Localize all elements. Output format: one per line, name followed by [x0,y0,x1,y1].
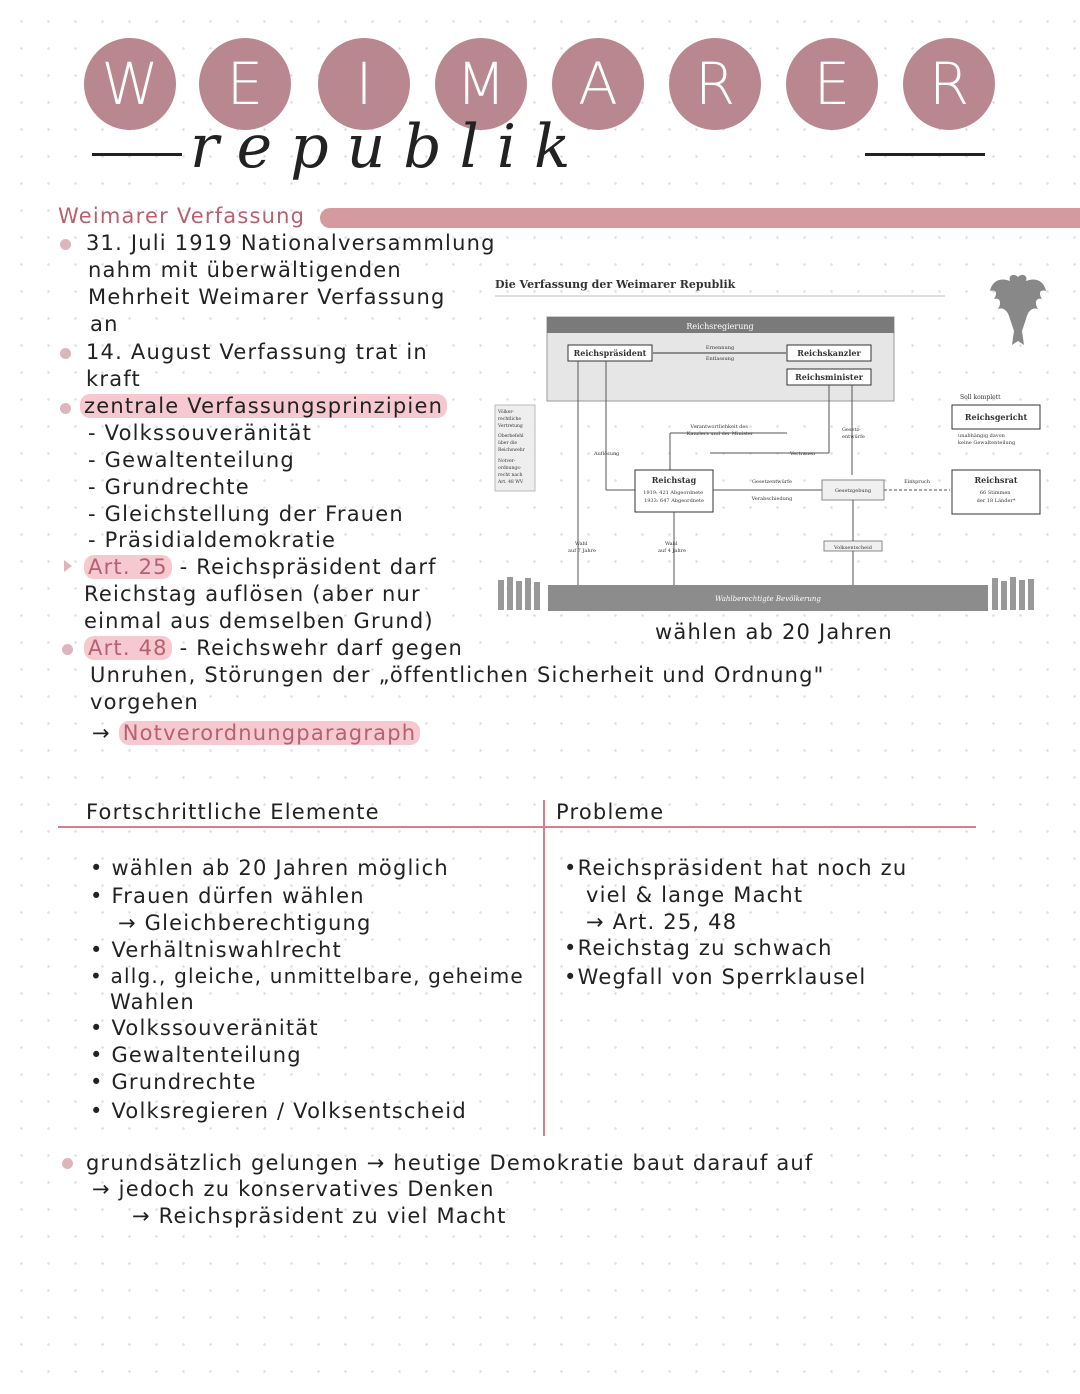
principles-heading: zentrale Verfassungsprinzipien [80,394,447,418]
gesetzentwuerfe-label: Gesetzentwürfe [751,479,793,485]
art48-line: Art. 48 - Reichswehr darf gegen [84,636,463,660]
text-line: einmal aus demselben Grund) [84,609,434,633]
principle-item: - Gleichstellung der Frauen [88,502,404,526]
heading-banner [320,208,1080,228]
list-item: • Gewaltenteilung [90,1043,302,1067]
conclusion-line: grundsätzlich gelungen → heutige Demokratie baut darauf auf [86,1151,814,1175]
reichsrat-lines: 66 Stimmen der 18 Länder* [976,490,1016,504]
principle-item: - Präsidialdemokratie [88,528,337,552]
people-right-icon [992,577,1034,610]
verantwortlich-label: Verantwortlichkeit des Kanzlers und der Minister [686,424,754,437]
bullet [62,644,73,655]
constitution-diagram [490,265,1050,615]
bullet-arrow [64,560,72,572]
subtitle-underline-right [865,153,985,156]
volksentscheid-label: Volksentscheid [834,545,872,551]
title-letter-r: R [669,38,761,130]
principle-item: - Gewaltenteilung [88,448,295,472]
ernennung-label: Ernennung [705,345,735,351]
list-item: •Reichstag zu schwach [564,936,833,960]
bullet [60,239,71,250]
text-line: vorgehen [90,690,199,714]
list-item: • Volkssouveränität [90,1016,319,1040]
list-item: • Grundrechte [90,1070,257,1094]
list-item: •Wegfall von Sperrklausel [564,965,867,989]
left-note: Völker- rechtliche Vertretung Oberbefehl über die Reichswehr Notver- ordnungs- recht nach Art. 48 WV [498,410,525,485]
text-line: Reichstag auflösen (aber nur [84,582,421,606]
eagle-icon [990,275,1046,345]
subtitle: republik [190,112,589,182]
notverordnung-line: → Notverordnungparagraph [92,721,420,745]
diagram-caption: wählen ab 20 Jahren [655,620,893,644]
reichsrat-label: Reichsrat [974,475,1018,485]
people-left-icon [498,577,540,610]
list-item: • Frauen dürfen wählen [90,884,365,908]
reichstag-lines: 1919: 421 Abgeordnete 1933: 647 Abgeordnete [643,490,704,504]
title-letter-r2: R [903,38,995,130]
principle-item: - Grundrechte [88,475,250,499]
text-line: an [90,312,119,336]
bevoelkerung-label: Wahlberechtigte Bevölkerung [715,595,821,603]
list-item: • Volksregieren / Volksentscheid [90,1099,467,1123]
reichsminister-label: Reichsminister [795,372,863,382]
note-unabhaengig: unabhängig davon keine Gewaltenteilung [958,433,1016,446]
table-right-heading: Probleme [556,800,665,824]
vertrauen-label: Vertrauen [790,451,816,457]
list-item: •Reichspräsident hat noch zu [564,856,908,880]
text-line: nahm mit überwältigenden [88,258,402,282]
gesetzentwuerfe-top-label: Gesetz- entwürfe [842,427,865,440]
wahl4-label: Wahl auf 4 Jahre [658,541,686,554]
list-item: → Art. 25, 48 [586,910,738,934]
reichstag-label: Reichstag [651,475,697,485]
bullet [60,348,71,359]
gesetzgebung-label: Gesetzgebung [834,488,872,494]
text-line: 31. Juli 1919 Nationalversammlung [86,231,496,255]
title-letter-a: A [552,38,644,130]
table-left-heading: Fortschrittliche Elemente [86,800,380,824]
verabschiedung-label: Verabschiedung [751,496,793,502]
reichsgericht-label: Reichsgericht [964,412,1028,422]
table-rule-vertical [543,800,545,1136]
text-line: 14. August Verfassung trat in [86,340,428,364]
bullet [62,1158,73,1169]
list-item: • wählen ab 20 Jahren möglich [90,856,449,880]
note-komplett: Soll komplett [960,394,1001,401]
text-line: kraft [86,367,141,391]
text-line: Mehrheit Weimarer Verfassung [88,285,446,309]
title-letter-w: W [84,38,176,130]
conclusion-line: → jedoch zu konservatives Denken [92,1177,495,1201]
diagram-title: Die Verfassung der Weimarer Republik [495,278,736,291]
reichskanzler-label: Reichskanzler [797,348,861,358]
list-item: → Gleichberechtigung [118,911,372,935]
principle-item: - Volkssouveränität [88,421,313,445]
list-item: Wahlen [110,990,195,1014]
text-line: Unruhen, Störungen der „öffentlichen Sicherheit und Ordnung" [90,663,825,687]
title-letter-e: E [199,38,291,130]
reichsregierung-label: Reichsregierung [686,322,754,331]
entlassung-label: Entlassung [705,356,735,362]
section-heading: Weimarer Verfassung [58,204,306,228]
reichspraesident-label: Reichspräsident [573,348,647,358]
conclusion-line: → Reichspräsident zu viel Macht [132,1204,507,1228]
einspruch-label: Einspruch [904,479,930,485]
subtitle-underline-left [92,153,182,156]
aufloesung-label: Auflösung [594,451,620,457]
title-letter-m: M [435,38,527,130]
title-letter-i: I [318,38,410,130]
list-item: • allg., gleiche, unmittelbare, geheime [90,964,524,988]
list-item: viel & lange Macht [586,883,804,907]
bullet [60,403,71,414]
title-letter-e2: E [786,38,878,130]
art25-line: Art. 25 - Reichspräsident darf [84,555,437,579]
table-rule-horizontal [58,826,976,828]
wahl7-label: Wahl auf 7 Jahre [568,541,596,554]
list-item: • Verhältniswahlrecht [90,938,342,962]
